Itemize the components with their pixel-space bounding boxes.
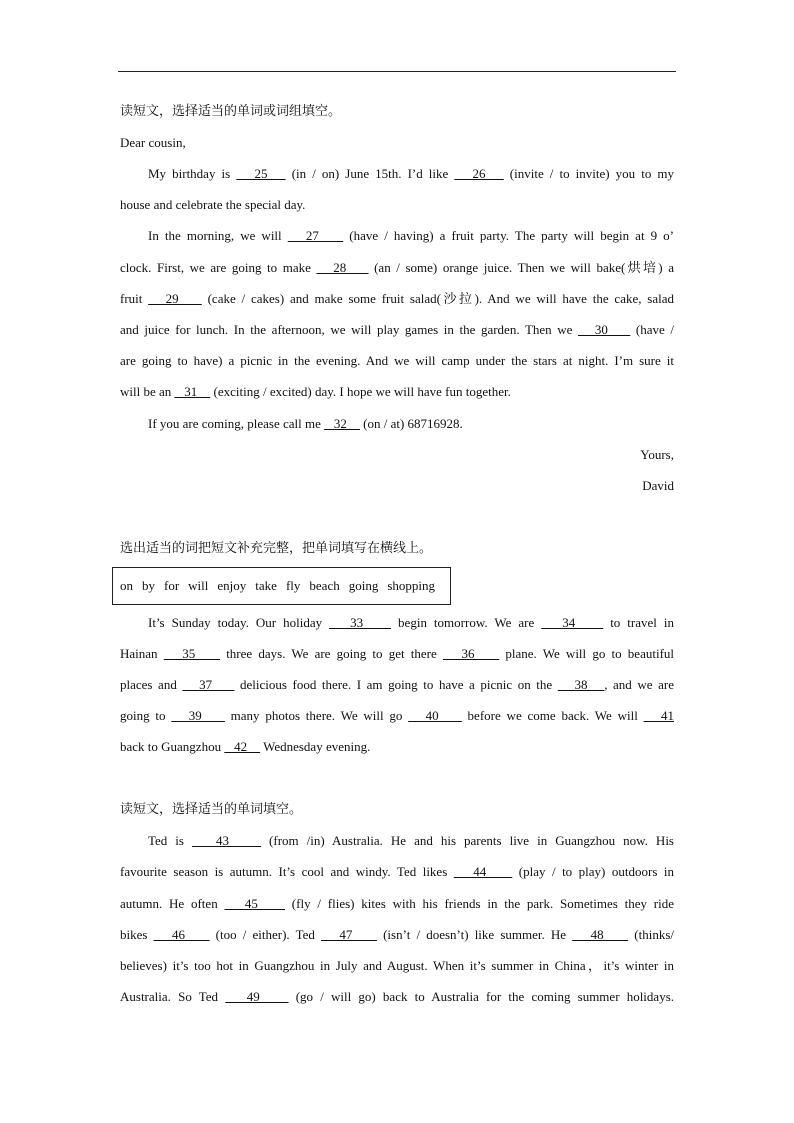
passage-line: It’s Sunday today. Our holiday 33 begin tomorrow. We are 34 to travel in [148,615,675,630]
passage-line: places and 37 delicious food there. I am going to have a picnic on the 38 , and we are [120,677,674,692]
passage-line: and juice for lunch. In the afternoon, we will play games in the garden. Then we 30 (have / [120,322,675,337]
blank-26[interactable]: 26 [454,166,504,181]
blank-40[interactable]: 40 [408,708,462,723]
blank-49[interactable]: 49 [225,989,289,1004]
word-bank-item: on [120,578,133,593]
blank-46[interactable]: 46 [153,927,210,942]
blank-45[interactable]: 45 [224,896,286,911]
passage-line: bikes 46 (too / either). Ted 47 (isn’t / doesn’t) like summer. He 48 (thinks/ [120,927,674,942]
passage-line: Ted is 43 (from /in) Australia. He and his parents live in Guangzhou now. His [148,833,674,848]
blank-35[interactable]: 35 [163,646,221,661]
word-bank-item: going [348,578,379,593]
blank-28[interactable]: 28 [316,260,369,275]
blank-27[interactable]: 27 [287,228,344,243]
word-bank-item: fly [285,578,301,593]
blank-47[interactable]: 47 [321,927,377,942]
passage-line: fruit 29 (cake / cakes) and make some fruit salad(沙拉). And we will have the cake, salad [120,291,675,306]
blank-42[interactable]: 42 [224,739,261,754]
header-rule [118,71,676,72]
blank-33[interactable]: 33 [329,615,392,630]
word-bank-item: shopping [387,578,436,593]
passage-line: believes) it’s too hot in Guangzhou in July and August. When it’s summer in China，it’s winter in [120,958,674,973]
word-bank-item: beach [309,578,340,593]
passage-line: Australia. So Ted 49 (go / will go) back to Australia for the coming summer holidays. [120,989,675,1004]
greeting: Dear cousin, [120,135,186,150]
passage-line: favourite season is autumn. It’s cool and windy. Ted likes 44 (play / to play) outdoors in [120,864,674,879]
closing: Yours, [640,447,674,462]
word-bank [112,567,451,605]
word-bank-item: will [188,578,209,593]
passage-line: clock. First, we are going to make 28 (an / some) orange juice. Then we will bake(烘培) a [120,260,674,275]
passage-line: going to 39 many photos there. We will go 40 before we come back. We will 41 [120,708,674,723]
word-bank-item: for [164,578,180,593]
blank-44[interactable]: 44 [453,864,513,879]
blank-41[interactable]: 41 [643,708,674,723]
blank-30[interactable]: 30 [578,322,631,337]
passage-line: are going to have) a picnic in the evening. And we will camp under the stars at night. I’m sure it [120,353,674,368]
blank-31[interactable]: 31 [174,384,211,399]
passage-line: autumn. He often 45 (fly / flies) kites with his friends in the park. Sometimes they ride [120,896,674,911]
word-bank-item: enjoy [217,578,247,593]
passage-line: house and celebrate the special day. [120,197,306,212]
blank-34[interactable]: 34 [541,615,604,630]
section1-instruction: 读短文，选择适当的单词或词组填空。 [120,104,342,119]
blank-36[interactable]: 36 [442,646,500,661]
passage-line: My birthday is 25 (in / on) June 15th. I’d like 26 (invite / to invite) you to my [148,166,674,181]
blank-38[interactable]: 38 [557,677,605,692]
blank-25[interactable]: 25 [236,166,286,181]
section2-instruction: 选出适当的词把短文补充完整，把单词填写在横线上。 [120,541,433,556]
passage-line: In the morning, we will 27 (have / having) a fruit party. The party will begin at 9 o’ [148,228,675,243]
passage-line: If you are coming, please call me 32 (on / at) 68716928. [148,416,463,431]
passage-line: back to Guangzhou 42 Wednesday evening. [120,739,371,754]
word-bank-item: take [255,578,277,593]
passage-line: Hainan 35 three days. We are going to get there 36 plane. We will go to beautiful [120,646,675,661]
signature: David [642,478,674,493]
blank-48[interactable]: 48 [572,927,629,942]
blank-37[interactable]: 37 [182,677,235,692]
section3-instruction: 读短文，选择适当的单词填空。 [120,802,303,817]
word-bank-item: by [142,578,155,593]
blank-43[interactable]: 43 [192,833,262,848]
blank-29[interactable]: 29 [148,291,202,306]
blank-32[interactable]: 32 [324,416,360,431]
blank-39[interactable]: 39 [171,708,225,723]
passage-line: will be an 31 (exciting / excited) day. I hope we will have fun together. [120,384,511,399]
